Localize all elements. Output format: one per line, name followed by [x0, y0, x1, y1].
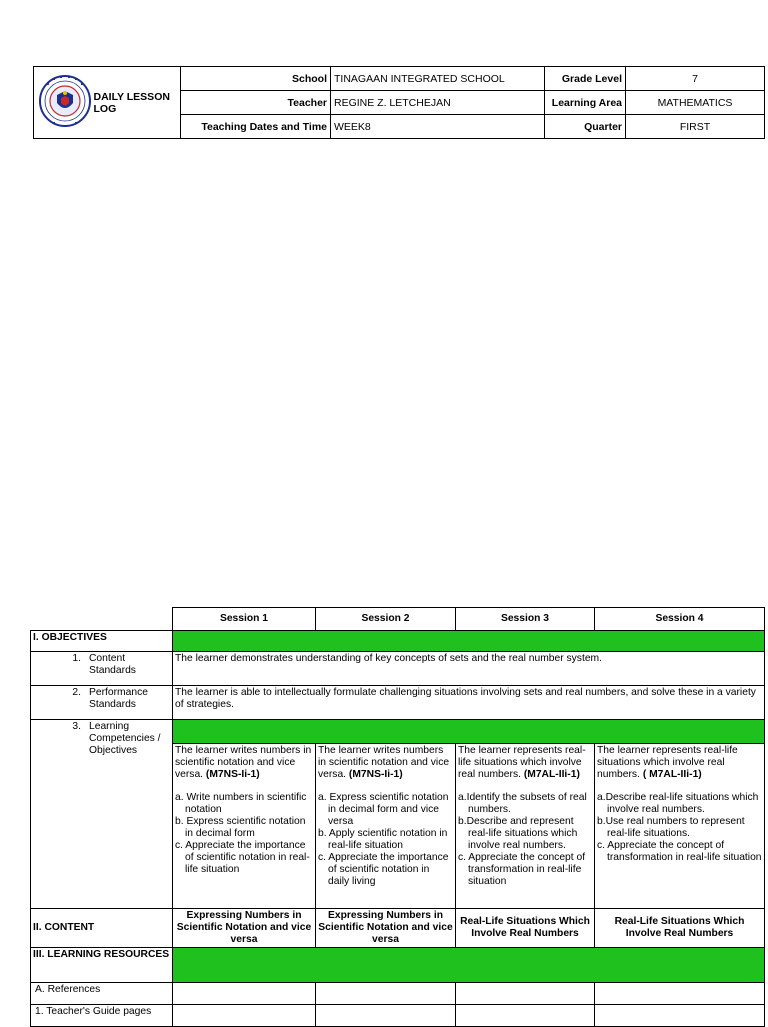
header-table	[33, 66, 765, 139]
competency-2-code: (M7NS-Ii-1)	[348, 769, 403, 780]
learning-resources-row	[31, 948, 765, 983]
session-2-header: Session 2	[316, 608, 456, 631]
performance-standards-row	[31, 686, 765, 720]
learning-resources-fill	[173, 948, 765, 983]
competency-4-code: ( M7AL-IIi-1)	[642, 769, 702, 780]
document-title-cell	[91, 67, 181, 139]
school-value: TINAGAAN INTEGRATED SCHOOL	[331, 67, 545, 91]
tg-pages-session-4	[595, 1005, 765, 1027]
learning-area-label: Learning Area	[545, 91, 626, 115]
content-heading: II. CONTENT	[31, 909, 173, 948]
grade-level-label: Grade Level	[545, 67, 626, 91]
learning-competencies-label: Learning Competencies / Objectives	[89, 721, 161, 756]
competency-1-item-c: c. Appreciate the importance of scientific notation in real-life situation	[175, 840, 310, 875]
learning-competencies-label-cell	[31, 720, 173, 909]
competency-2-item-c: c. Appreciate the importance of scientific notation in daily living	[318, 852, 449, 887]
session-4-header: Session 4	[595, 608, 765, 631]
session-header-row	[31, 608, 765, 631]
tg-pages-label: 1. Teacher's Guide pages	[31, 1005, 173, 1027]
objectives-heading: I. OBJECTIVES	[31, 631, 173, 652]
content-standards-number: 1.	[72, 653, 81, 664]
references-session-3	[456, 983, 595, 1005]
competency-1-item-b: b. Express scientific notation in decimal form	[175, 816, 306, 839]
lesson-log-table	[30, 607, 765, 1027]
content-standards-label-cell	[31, 652, 173, 686]
competency-session-1	[173, 744, 316, 909]
competency-session-3	[456, 744, 595, 909]
references-label: A. References	[31, 983, 173, 1005]
content-session-3: Real-Life Situations Which Involve Real Numbers	[456, 909, 595, 948]
teacher-value: REGINE Z. LETCHEJAN	[331, 91, 545, 115]
deped-seal-icon	[37, 69, 93, 133]
teaching-dates-value: WEEK8	[331, 115, 545, 139]
competency-1-code: (M7NS-Ii-1)	[205, 769, 260, 780]
competency-3-intro: The learner represents real-life situations which involve real numbers.	[458, 745, 586, 780]
grade-level-value: 7	[626, 67, 765, 91]
competency-1-intro: The learner writes numbers in scientific notation and vice versa.	[175, 745, 312, 780]
deped-seal-cell	[34, 67, 91, 139]
objectives-row	[31, 631, 765, 652]
references-row	[31, 983, 765, 1005]
quarter-label: Quarter	[545, 115, 626, 139]
references-session-4	[595, 983, 765, 1005]
quarter-value: FIRST	[626, 115, 765, 139]
blank-corner-cell	[31, 608, 173, 631]
learning-area-value: MATHEMATICS	[626, 91, 765, 115]
tg-pages-session-3	[456, 1005, 595, 1027]
objectives-fill	[173, 631, 765, 652]
performance-standards-number: 2.	[72, 687, 81, 698]
content-standards-row	[31, 652, 765, 686]
tg-pages-row	[31, 1005, 765, 1027]
competency-2-item-a: a. Express scientific notation in decimal form and vice versa	[318, 792, 449, 827]
content-session-1: Expressing Numbers in Scientific Notation and vice versa	[173, 909, 316, 948]
content-session-4: Real-Life Situations Which Involve Real Numbers	[595, 909, 765, 948]
learning-resources-heading: III. LEARNING RESOURCES	[31, 948, 173, 983]
session-1-header: Session 1	[173, 608, 316, 631]
references-session-1	[173, 983, 316, 1005]
session-3-header: Session 3	[456, 608, 595, 631]
content-session-2: Expressing Numbers in Scientific Notation and vice versa	[316, 909, 456, 948]
competency-session-2	[316, 744, 456, 909]
document-title: DAILY LESSON LOG	[93, 90, 170, 115]
content-standards-text: The learner demonstrates understanding of key concepts of sets and the real number system.	[173, 652, 765, 686]
tg-pages-session-1	[173, 1005, 316, 1027]
competency-3-item-b: b.Describe and represent real-life situations which involve real numbers.	[458, 816, 578, 851]
learning-competencies-number: 3.	[72, 721, 81, 732]
references-session-2	[316, 983, 456, 1005]
learning-competencies-fill-row	[31, 720, 765, 744]
competency-2-item-b: b. Apply scientific notation in real-life situation	[318, 828, 448, 851]
competency-2-intro: The learner writes numbers in scientific notation and vice versa.	[318, 745, 450, 780]
performance-standards-text: The learner is able to intellectually formulate challenging situations involving sets and real numbers, and solve these in a variety of strategies.	[173, 686, 765, 720]
tg-pages-session-2	[316, 1005, 456, 1027]
teacher-label: Teacher	[181, 91, 331, 115]
competency-4-intro: The learner represents real-life situations which involve real numbers.	[597, 745, 738, 780]
competency-3-item-c: c. Appreciate the concept of transformation in real-life situation	[458, 852, 586, 887]
competency-3-item-a: a.Identify the subsets of real numbers.	[458, 792, 587, 815]
competency-3-code: (M7AL-IIi-1)	[523, 769, 580, 780]
competency-session-4	[595, 744, 765, 909]
performance-standards-label: Performance Standards	[89, 687, 148, 710]
teaching-dates-label: Teaching Dates and Time	[181, 115, 331, 139]
school-label: School	[181, 67, 331, 91]
competency-1-item-a: a. Write numbers in scientific notation	[175, 792, 307, 815]
content-standards-label: Content Standards	[89, 653, 136, 676]
competency-4-item-b: b.Use real numbers to represent real-life situations.	[597, 816, 745, 839]
performance-standards-label-cell	[31, 686, 173, 720]
competency-4-item-c: c. Appreciate the concept of transformation in real-life situation	[597, 840, 762, 863]
content-row	[31, 909, 765, 948]
competency-4-item-a: a.Describe real-life situations which involve real numbers.	[597, 792, 759, 815]
learning-competencies-fill	[173, 720, 765, 744]
